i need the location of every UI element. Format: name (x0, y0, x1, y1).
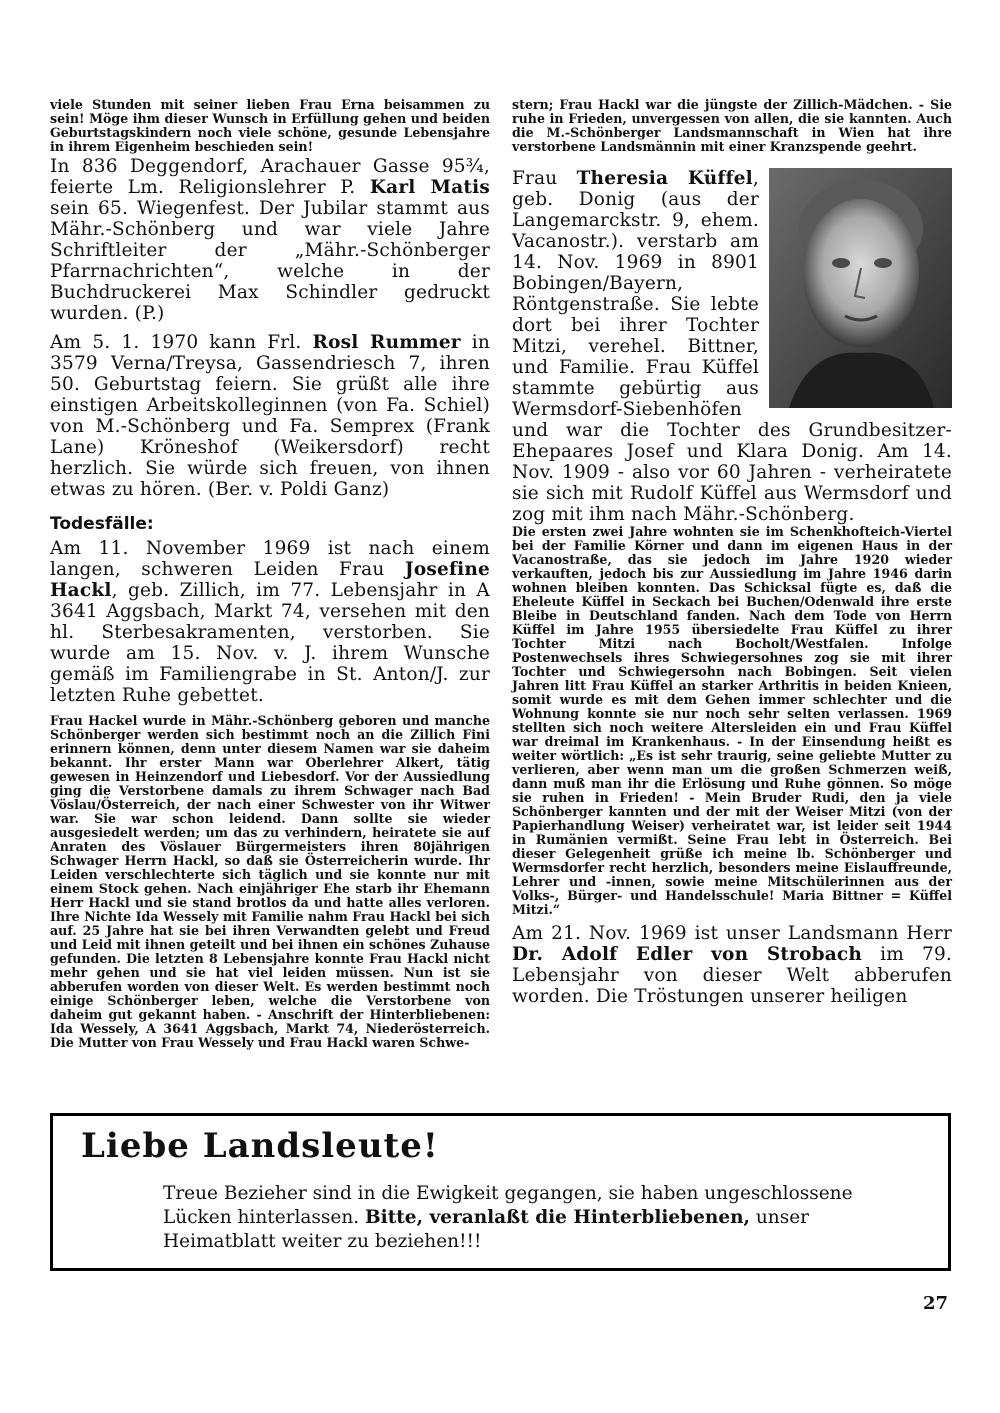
name-karl-matis: Karl Matis (369, 177, 490, 198)
section-heading-deaths: Todesfälle: (50, 514, 154, 534)
announcement-appeal: Bitte, veranlaßt die Hinterbliebenen, (365, 1207, 750, 1228)
left-column (50, 98, 490, 1050)
portrait-photo-image (769, 168, 952, 408)
paragraph-continuation: viele Stunden mit seiner lieben Frau Erna beisammen zu sein! Möge ihm dieser Wunsch in Erfüllung gehen und beiden Geburtstagskindern noch viele schöne, gesunde Lebensjahre in ihrem Eigenheim beschieden sein! (50, 97, 490, 154)
paragraph-hackl-biography: Frau Hackel wurde in Mähr.-Schönberg geboren und manche Schönberger werden sich bestimmt noch an die Zillich Fini erinnern können, denn unter diesem Namen war sie daheim bekannt. Ihr erster Mann war Oberlehrer Alkert, tätig gewesen in Heinzendorf und Liebesdorf. Vor der Aussiedlung ging die Verstorbene damals zu ihrem Schwager nach Bad Vöslau/Österreich, der nach einer Schwester von ihr Witwer war. Sie war schon leidend. Dann sollte sie wieder ausgesiedelt werden; um das zu verhindern, heiratete sie auf Anraten des Vöslauer Bürgermeisters ihren 80jährigen Schwager Herrn Hackl, so daß sie Österreicherin wurde. Ihr Leiden verschlechterte sich täglich und sie konnte nur mit einem Stock gehen. Nach einjähriger Ehe starb ihr Ehemann Herr Hackl und sie stand brotlos da und hatte alles verloren. Ihre Nichte Ida Wessely mit Familie nahm Frau Hackl bei sich auf. 25 Jahre hat sie bei ihren Verwandten gelebt und Freud und Leid mit ihnen geteilt und bei ihnen ein schönes Zuhause gefunden. Die letzten 8 Lebensjahre konnte Frau Hackl nicht mehr gehen und sie hat viel leiden müssen. Nun ist sie abberufen worden von dieser Welt. Es werden bestimmt noch einige Schönberger leben, welche die Verstorbene von daheim gut gekannt haben. - Anschrift der Hinterbliebenen: Ida Wessely, A 3641 Aggsbach, Markt 74, Niederösterreich. Die Mutter von Frau Wessely und Frau Hackl waren Schwe- (50, 713, 490, 1050)
announcement-title: Liebe Landsleute! (81, 1126, 439, 1166)
paragraph-strobach: Am 21. Nov. 1969 ist unser Landsmann Herr Dr. Adolf Edler von Strobach im 79. Lebensjahr von dieser Welt abberufen worden. Die Tröstungen unserer heiligen (512, 923, 952, 1007)
name-adolf-strobach: Dr. Adolf Edler von Strobach (512, 944, 863, 965)
paragraph-kueffel-biography: Die ersten zwei Jahre wohnten sie im Schenkhofteich-Viertel bei der Familie Körner und dann im eigenen Haus in der Vacanostraße, das sie jedoch im Jahre 1920 wieder verkauften, jedoch bis zur Aussiedlung im Jahre 1946 darin wohnen bleiben konnten. Das Schicksal fügte es, daß die Eheleute Küffel in Seckach bei Buchen/Odenwald ihre erste Bleibe in Deutschland fanden. Nach dem Tode von Herrn Küffel im Jahre 1955 übersiedelte Frau Küffel zu ihrer Tochter Mitzi nach Bocholt/Westfalen. Infolge Postenwechsels ihres Schwiegersohnes zog sie mit ihrer Tochter und Schwiegersohn nach Bobingen. Seit vielen Jahren litt Frau Küffel an starker Arthritis in beiden Knieen, somit wurde es mit dem Gehen immer schlechter und die Wohnung konnte sie nur noch sehr selten verlassen. 1969 stellten sich noch weitere Altersleiden ein und Frau Küffel war dreimal im Krankenhaus. - In der Einsendung heißt es weiter wörtlich: „Es ist sehr traurig, seine geliebte Mutter zu verlieren, aber wenn man um die großen Schmerzen weiß, dann muß man ihr die Erlösung und Ruhe gönnen. So möge sie ruhen in Frieden! - Mein Bruder Rudi, den ja viele Schönberger kannten und der mit der Weiser Mitzi (von der Papierhandlung Weiser) verheiratet war, ist leider seit 1944 in Rumänien vermißt. Seine Frau lebt in Österreich. Bei dieser Gelegenheit grüße ich meine lb. Schönberger und Wermsdorfer recht herzlich, besonders meine Eislauffreunde, Lehrer und -innen, sowie meine Mitschülerinnen aus der Volks-, Bürger- und Handelsschule! Maria Bittner = Küffel Mitzi.“ (512, 524, 952, 917)
name-theresia-kueffel: Theresia Küffel (576, 168, 753, 189)
right-column (512, 98, 952, 1007)
paragraph-kueffel: Frau Theresia Küffel, geb. Donig (aus der Langemarckstr. 9, ehem. Vacanostr.). verstarb am 14. Nov. 1969 in 8901 Bobingen/Bayern, Röntgenstraße. Sie lebte dort bei ihrer Tochter Mitzi, verehel. Bittner, und Familie. Frau Küffel stammte gebürtig aus Wermsdorf-Siebenhöfen und war die Tochter des Grundbesitzer-Ehepaares Josef und Klara Donig. Am 14. Nov. 1909 - also vor 60 Jahren - verheiratete sie sich mit Rudolf Küffel aus Wermsdorf und zog mit ihm nach Mähr.-Schönberg. (512, 168, 952, 525)
announcement-text: Treue Bezieher sind in die Ewigkeit gegangen, sie haben ungeschlossene Lücken hinterlassen. Bitte, veranlaßt die Hinterbliebenen, unser Heimatblatt weiter zu beziehen!!! (163, 1183, 853, 1252)
name-josefine-hackl: Josefine Hackl (50, 559, 490, 601)
name-rosl-rummer: Rosl Rummer (312, 332, 461, 353)
announcement-box (50, 1113, 951, 1271)
paragraph-matis: In 836 Deggendorf, Arachauer Gasse 95¾, feierte Lm. Religionslehrer P. Karl Matis sein 65. Wiegenfest. Der Jubilar stammt aus Mähr.-Schönberg und war viele Jahre Schriftleiter der „Mähr.-Schönberger Pfarrnachrichten“, welche in der Buchdruckerei Max Schindler gedruckt wurden. (P.) (50, 156, 490, 324)
paragraph-hackl: Am 11. November 1969 ist nach einem langen, schweren Leiden Frau Josefine Hackl, geb. Zillich, im 77. Lebensjahr in A 3641 Aggsbach, Markt 74, versehen mit den hl. Sterbesakramenten, verstorben. Sie wurde am 15. Nov. v. J. ihrem Wunsche gemäß im Familiengrabe in St. Anton/J. zur letzten Ruhe gebettet. (50, 538, 490, 706)
paragraph-rummer: Am 5. 1. 1970 kann Frl. Rosl Rummer in 3579 Verna/Treysa, Gassendriesch 7, ihren 50. Geburtstag feiern. Sie grüßt alle ihre einstigen Arbeitskolleginnen (von Fa. Schiel) von M.-Schönberg und Fa. Semprex (Frank Lane) Kröneshof (Weikersdorf) recht herzlich. Sie würde sich freuen, von ihnen etwas zu hören. (Ber. v. Poldi Ganz) (50, 332, 491, 500)
page-number: 27 (922, 1293, 948, 1314)
paragraph-hackl-end: stern; Frau Hackl war die jüngste der Zillich-Mädchen. - Sie ruhe in Frieden, unvergessen von allen, die sie kannten. Auch die M.-Schönberger Landsmannschaft in Wien hat ihre verstorbene Landsmännin mit einer Kranzspende geehrt. (512, 97, 952, 154)
portrait-photo (769, 168, 952, 408)
